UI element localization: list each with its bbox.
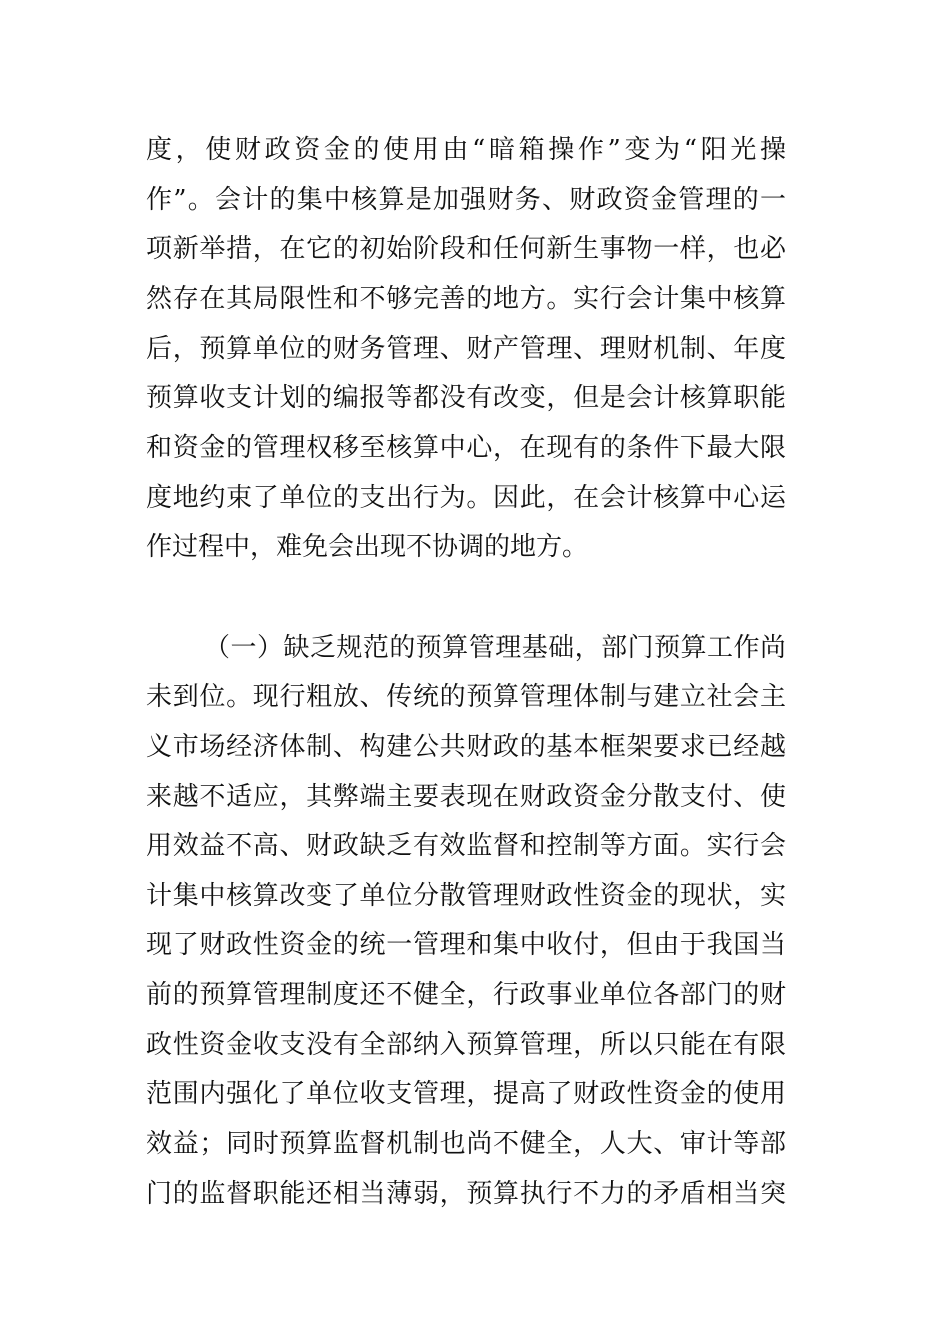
paragraph-2-line: （一）缺乏规范的预算管理基础，部门预算工作尚 [204,633,786,663]
paragraph-2-line: 效益；同时预算监督机制也尚不健全，人大、审计等部 [146,1129,786,1159]
paragraph-2-line: 计集中核算改变了单位分散管理财政性资金的现状，实 [146,881,786,911]
paragraph-2-line: 义市场经济体制、构建公共财政的基本框架要求已经越 [146,732,786,762]
paragraph-2-line: 来越不适应，其弊端主要表现在财政资金分散支付、使 [146,782,786,812]
paragraph-1-line: 作过程中，难免会出现不协调的地方。 [146,532,589,562]
paragraph-2-line: 前的预算管理制度还不健全，行政事业单位各部门的财 [146,980,786,1010]
paragraph-2-line: 范围内强化了单位收支管理，提高了财政性资金的使用 [146,1079,786,1109]
paragraph-2-line: 政性资金收支没有全部纳入预算管理，所以只能在有限 [146,1030,786,1060]
paragraph-2-line: 未到位。现行粗放、传统的预算管理体制与建立社会主 [146,682,786,712]
paragraph-2-line: 用效益不高、财政缺乏有效监督和控制等方面。实行会 [146,831,786,861]
paragraph-1-line: 度，使财政资金的使用由“暗箱操作”变为“阳光操 [146,135,786,165]
paragraph-2-line: 现了财政性资金的统一管理和集中收付，但由于我国当 [146,930,786,960]
paragraph-1-line: 然存在其局限性和不够完善的地方。实行会计集中核算 [146,284,786,314]
paragraph-1-line: 后，预算单位的财务管理、财产管理、理财机制、年度 [146,334,786,364]
paragraph-1-line: 项新举措，在它的初始阶段和任何新生事物一样，也必 [146,234,786,264]
paragraph-1-line: 度地约束了单位的支出行为。因此，在会计核算中心运 [146,483,786,513]
paragraph-1-line: 预算收支计划的编报等都没有改变，但是会计核算职能 [146,383,786,413]
paragraph-1-line: 作”。会计的集中核算是加强财务、财政资金管理的一 [146,185,786,215]
paragraph-2-line: 门的监督职能还相当薄弱，预算执行不力的矛盾相当突 [146,1179,786,1209]
paragraph-1-line: 和资金的管理权移至核算中心，在现有的条件下最大限 [146,433,786,463]
